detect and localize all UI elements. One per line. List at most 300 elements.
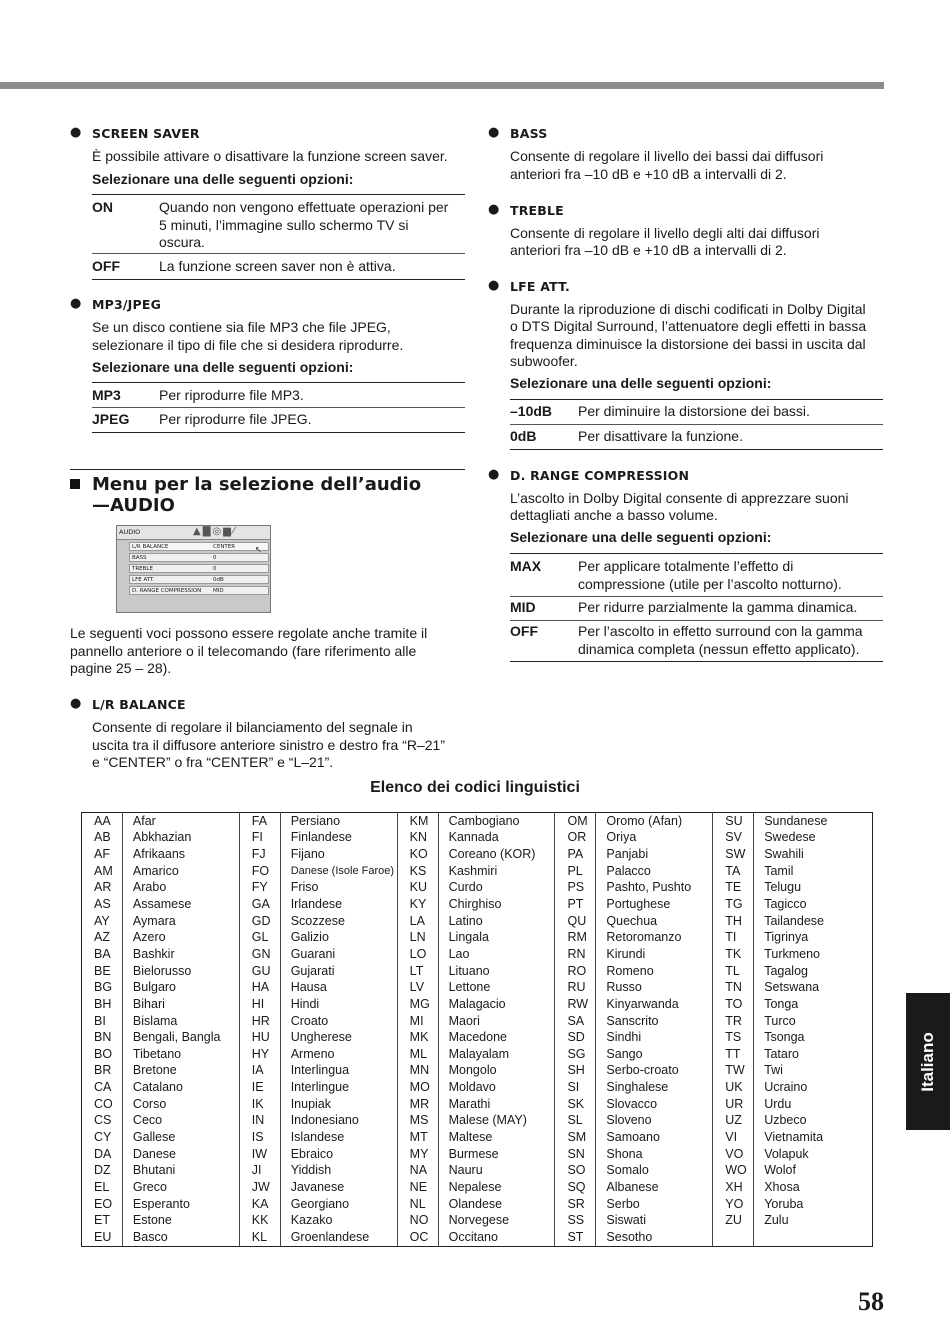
- bass-line-2: anteriori fra –10 dB e +10 dB a intervalli di 2.: [510, 166, 787, 182]
- menu-row: BASS 0: [129, 553, 269, 562]
- language-name: Bhutani: [122, 1162, 239, 1179]
- language-code: AY: [94, 913, 110, 928]
- language-code: BH: [94, 996, 112, 1011]
- language-code: RU: [555, 979, 596, 996]
- language-name: Bashkir: [122, 946, 239, 963]
- language-code: TN: [713, 979, 754, 996]
- language-name: Corso: [122, 1096, 239, 1113]
- menu-title-bar: AUDIO ▲▇◎▆⁄: [117, 526, 270, 540]
- language-code: UK: [713, 1079, 754, 1096]
- language-code: GN: [239, 946, 280, 963]
- language-name: Ungherese: [280, 1029, 397, 1046]
- language-code: OR: [555, 830, 596, 847]
- language-name: Kinyarwanda: [596, 996, 713, 1013]
- language-side-tab: Italiano: [906, 993, 950, 1130]
- language-name: Palacco: [596, 863, 713, 880]
- language-code: YO: [713, 1196, 754, 1213]
- intro-line-1: Le seguenti voci possono essere regolate anche tramite il: [70, 625, 428, 641]
- language-name: Bengali, Bangla: [122, 1029, 239, 1046]
- language-name: Tonga: [754, 996, 873, 1013]
- lfe-select: Selezionare una delle seguenti opzioni:: [510, 375, 772, 391]
- language-name: Tsonga: [754, 1029, 873, 1046]
- language-name: Sanscrito: [596, 1013, 713, 1030]
- language-name: Maltese: [438, 1129, 555, 1146]
- rule: [92, 407, 465, 408]
- language-code: TE: [713, 880, 754, 897]
- language-code: BR: [94, 1063, 112, 1078]
- language-name: Tamil: [754, 863, 873, 880]
- language-code: KA: [239, 1196, 280, 1213]
- language-name: Malagacio: [438, 996, 555, 1013]
- language-code: TH: [713, 913, 754, 930]
- language-code: PL: [555, 863, 596, 880]
- mp3jpeg-text-2: selezionare il tipo di file che si desidera riprodurre.: [92, 337, 404, 353]
- square-bullet-icon: [70, 479, 80, 489]
- language-name: Lao: [438, 946, 555, 963]
- language-name: Groenlandese: [280, 1229, 397, 1246]
- language-name: Yoruba: [754, 1196, 873, 1213]
- language-name: Portughese: [596, 896, 713, 913]
- language-code: UR: [713, 1096, 754, 1113]
- language-name: Chirghiso: [438, 896, 555, 913]
- rule: [92, 382, 465, 383]
- table-row: [82, 1229, 873, 1246]
- page-number: 58: [858, 1287, 884, 1316]
- language-code: EL: [94, 1179, 110, 1194]
- table-row: [82, 1113, 873, 1130]
- language-code: MI: [397, 1013, 438, 1030]
- language-name: Zulu: [754, 1212, 873, 1229]
- language-name: Volapuk: [754, 1146, 873, 1163]
- language-name: Greco: [122, 1179, 239, 1196]
- table-row: [82, 830, 873, 847]
- table-row: [82, 1196, 873, 1213]
- language-code: BO: [94, 1046, 113, 1061]
- language-name: Maori: [438, 1013, 555, 1030]
- language-name: Turco: [754, 1013, 873, 1030]
- language-name: Amarico: [122, 863, 239, 880]
- language-code: NO: [397, 1212, 438, 1229]
- language-name: Kirundi: [596, 946, 713, 963]
- language-name: Oriya: [596, 830, 713, 847]
- option-max: MAX Per applicare totalmente l’effetto di compressione (utile per l’ascolto notturno).: [510, 558, 842, 592]
- language-code: FI: [239, 830, 280, 847]
- language-name: Xhosa: [754, 1179, 873, 1196]
- language-name: Hausa: [280, 979, 397, 996]
- language-code: MN: [397, 1063, 438, 1080]
- language-name: Assamese: [122, 896, 239, 913]
- treble-heading: ● TREBLE: [488, 202, 564, 218]
- language-code: KU: [397, 880, 438, 897]
- language-name: Quechua: [596, 913, 713, 930]
- language-code: IA: [239, 1063, 280, 1080]
- language-code: TW: [713, 1063, 754, 1080]
- language-code: ST: [555, 1229, 596, 1246]
- drc-heading: ● D. RANGE COMPRESSION: [488, 467, 690, 483]
- screen-saver-text: È possibile attivare o disattivare la funzione screen saver.: [92, 148, 448, 164]
- language-name: Nauru: [438, 1162, 555, 1179]
- language-name: Bulgaro: [122, 979, 239, 996]
- language-name: Danese: [122, 1146, 239, 1163]
- language-code: TA: [713, 863, 754, 880]
- language-name: Bretone: [122, 1063, 239, 1080]
- language-code: WO: [713, 1162, 754, 1179]
- language-code: SH: [555, 1063, 596, 1080]
- bullet-icon: ●: [70, 696, 82, 711]
- language-code: KN: [397, 830, 438, 847]
- table-row: [82, 880, 873, 897]
- lr-balance-line-2: uscita tra il diffusore anteriore sinistro e destro fra “R–21”: [92, 737, 446, 753]
- language-code: LA: [397, 913, 438, 930]
- language-name: Afar: [122, 813, 239, 830]
- language-code: CA: [94, 1080, 112, 1095]
- lr-balance-line-1: Consente di regolare il bilanciamento del segnale in: [92, 719, 413, 735]
- language-code: OM: [555, 813, 596, 830]
- language-name: Arabo: [122, 880, 239, 897]
- language-code: MR: [397, 1096, 438, 1113]
- drc-line-2: dettagliati anche a basso volume.: [510, 507, 718, 523]
- language-name: Sango: [596, 1046, 713, 1063]
- language-name: Tagalog: [754, 963, 873, 980]
- option-minus10db: –10dB Per diminuire la distorsione dei bassi.: [510, 403, 810, 419]
- language-code: PT: [555, 896, 596, 913]
- language-code: FY: [239, 880, 280, 897]
- language-code: KL: [239, 1229, 280, 1246]
- language-name: Serbo: [596, 1196, 713, 1213]
- language-code: DA: [94, 1146, 112, 1161]
- language-name: Curdo: [438, 880, 555, 897]
- language-name: Ucraino: [754, 1079, 873, 1096]
- language-name: Kashmiri: [438, 863, 555, 880]
- language-code: MT: [397, 1129, 438, 1146]
- language-code: VI: [713, 1129, 754, 1146]
- audio-menu-screenshot: [116, 525, 271, 613]
- language-name: Croato: [280, 1013, 397, 1030]
- lfe-heading: ● LFE ATT.: [488, 278, 570, 294]
- language-code: BE: [94, 963, 111, 978]
- language-name: Malese (MAY): [438, 1113, 555, 1130]
- language-code: MY: [397, 1146, 438, 1163]
- menu-row: TREBLE 0: [129, 564, 269, 573]
- language-code: HR: [239, 1013, 280, 1030]
- language-name: Bislama: [122, 1013, 239, 1030]
- language-code: UZ: [713, 1113, 754, 1130]
- bullet-icon: ●: [488, 278, 500, 293]
- lfe-line-4: subwoofer.: [510, 353, 578, 369]
- language-code: LT: [397, 963, 438, 980]
- language-name: Lituano: [438, 963, 555, 980]
- menu-row: L/R BALANCE CENTER: [129, 542, 269, 551]
- menu-row: LFE ATT. 0dB: [129, 575, 269, 584]
- language-code: SD: [555, 1029, 596, 1046]
- language-code: AB: [94, 830, 111, 845]
- language-name: Mongolo: [438, 1063, 555, 1080]
- language-code: SV: [713, 830, 754, 847]
- language-code: BI: [94, 1013, 106, 1028]
- language-code: PS: [555, 880, 596, 897]
- language-name: Singhalese: [596, 1079, 713, 1096]
- language-name: Gujarati: [280, 963, 397, 980]
- language-name: Samoano: [596, 1129, 713, 1146]
- language-name: Urdu: [754, 1096, 873, 1113]
- language-name: Esperanto: [122, 1196, 239, 1213]
- language-code: JI: [239, 1162, 280, 1179]
- language-name: Kazako: [280, 1212, 397, 1229]
- language-name: Sundanese: [754, 813, 873, 830]
- language-name: Panjabi: [596, 846, 713, 863]
- rule: [92, 432, 465, 433]
- language-name: Albanese: [596, 1179, 713, 1196]
- language-name: Inupiak: [280, 1096, 397, 1113]
- language-name: Swahili: [754, 846, 873, 863]
- language-name: Tataro: [754, 1046, 873, 1063]
- language-name: Galizio: [280, 929, 397, 946]
- language-code: GL: [239, 929, 280, 946]
- language-name: Azero: [122, 929, 239, 946]
- language-code: HY: [239, 1046, 280, 1063]
- table-row: [82, 1146, 873, 1163]
- language-code: AF: [94, 847, 110, 862]
- language-name: Ceco: [122, 1113, 239, 1130]
- language-code: CO: [94, 1096, 113, 1111]
- language-name: Russo: [596, 979, 713, 996]
- language-name: Moldavo: [438, 1079, 555, 1096]
- language-name: Wolof: [754, 1162, 873, 1179]
- language-code: QU: [555, 913, 596, 930]
- rule: [510, 553, 883, 554]
- section-title-line1: Menu per la selezione dell’audio: [92, 474, 422, 495]
- option-mp3: MP3 Per riprodurre file MP3.: [92, 387, 304, 403]
- language-code: ML: [397, 1046, 438, 1063]
- screen-saver-select: Selezionare una delle seguenti opzioni:: [92, 171, 354, 187]
- language-name: Scozzese: [280, 913, 397, 930]
- language-name: Macedone: [438, 1029, 555, 1046]
- language-name: Retoromanzo: [596, 929, 713, 946]
- table-row: [82, 896, 873, 913]
- option-on: ON Quando non vengono effettuate operazioni per 5 minuti, l’immagine sullo schermo TV si oscura.: [92, 199, 449, 250]
- language-code: MO: [397, 1079, 438, 1096]
- language-name: Tigrinya: [754, 929, 873, 946]
- table-row: [82, 1096, 873, 1113]
- language-name: Lingala: [438, 929, 555, 946]
- language-code: GA: [239, 896, 280, 913]
- table-row: [82, 1162, 873, 1179]
- language-code: GD: [239, 913, 280, 930]
- language-name: Persiano: [280, 813, 397, 830]
- table-row: [82, 946, 873, 963]
- language-code: EO: [94, 1196, 113, 1211]
- language-codes-table: [81, 812, 873, 1247]
- lr-balance-heading: ● L/R BALANCE: [70, 696, 186, 712]
- language-code: BN: [94, 1030, 112, 1045]
- language-name: Latino: [438, 913, 555, 930]
- language-code: XH: [713, 1179, 754, 1196]
- language-name: Kannada: [438, 830, 555, 847]
- language-code: IE: [239, 1079, 280, 1096]
- bullet-icon: ●: [70, 296, 82, 311]
- language-code: AR: [94, 880, 112, 895]
- language-name: Afrikaans: [122, 846, 239, 863]
- bullet-icon: ●: [488, 467, 500, 482]
- language-name: Cambogiano: [438, 813, 555, 830]
- language-code: SN: [555, 1146, 596, 1163]
- menu-row: D. RANGE COMPRESSION MID: [129, 586, 269, 595]
- table-row: [82, 1079, 873, 1096]
- language-name: Romeno: [596, 963, 713, 980]
- rule: [92, 194, 465, 195]
- language-name: Setswana: [754, 979, 873, 996]
- table-row: [82, 1063, 873, 1080]
- language-code: SO: [555, 1162, 596, 1179]
- language-code: VO: [713, 1146, 754, 1163]
- language-name: Vietnamita: [754, 1129, 873, 1146]
- language-name: Oromo (Afan): [596, 813, 713, 830]
- language-name: Catalano: [122, 1079, 239, 1096]
- language-code: MG: [397, 996, 438, 1013]
- language-code: LO: [397, 946, 438, 963]
- language-code: FO: [239, 863, 280, 880]
- language-code: TR: [713, 1013, 754, 1030]
- language-code: AM: [94, 863, 113, 878]
- language-code: TL: [713, 963, 754, 980]
- language-name: Bielorusso: [122, 963, 239, 980]
- language-code: PA: [555, 846, 596, 863]
- menu-tab-icons: ▲▇◎▆⁄: [193, 526, 237, 537]
- language-name: Tagicco: [754, 896, 873, 913]
- language-code: HU: [239, 1029, 280, 1046]
- language-code: IW: [239, 1146, 280, 1163]
- language-code: NE: [397, 1179, 438, 1196]
- language-code: SG: [555, 1046, 596, 1063]
- language-name: Hindi: [280, 996, 397, 1013]
- rule: [510, 620, 883, 621]
- language-name: Norvegese: [438, 1212, 555, 1229]
- table-row: [82, 846, 873, 863]
- language-code: DZ: [94, 1163, 111, 1178]
- language-code: SU: [713, 813, 754, 830]
- lr-balance-line-3: e “CENTER” o fra “CENTER” e “L–21”.: [92, 754, 334, 770]
- bullet-icon: ●: [488, 202, 500, 217]
- language-name: Sloveno: [596, 1113, 713, 1130]
- language-name: Indonesiano: [280, 1113, 397, 1130]
- language-name: Interlingue: [280, 1079, 397, 1096]
- language-code: LV: [397, 979, 438, 996]
- language-code: SK: [555, 1096, 596, 1113]
- drc-select: Selezionare una delle seguenti opzioni:: [510, 529, 772, 545]
- option-mid: MID Per ridurre parzialmente la gamma dinamica.: [510, 599, 858, 615]
- language-name: Swedese: [754, 830, 873, 847]
- language-name: Irlandese: [280, 896, 397, 913]
- language-name: Burmese: [438, 1146, 555, 1163]
- language-code: RM: [555, 929, 596, 946]
- language-code: FJ: [239, 846, 280, 863]
- language-name: Sesotho: [596, 1229, 713, 1246]
- rule: [510, 449, 883, 450]
- language-code: IN: [239, 1113, 280, 1130]
- language-name: Bihari: [122, 996, 239, 1013]
- table-row: [82, 1013, 873, 1030]
- table-row: [82, 1029, 873, 1046]
- language-name: Nepalese: [438, 1179, 555, 1196]
- language-code: SM: [555, 1129, 596, 1146]
- language-code: RN: [555, 946, 596, 963]
- language-code: TI: [713, 929, 754, 946]
- language-name: Malayalam: [438, 1046, 555, 1063]
- section-rule: [70, 469, 465, 470]
- intro-line-3: pagine 25 – 28).: [70, 660, 172, 676]
- treble-line-2: anteriori fra –10 dB e +10 dB a intervalli di 2.: [510, 242, 787, 258]
- rule: [510, 661, 883, 662]
- cursor-icon: ↖: [255, 545, 262, 554]
- language-name: Aymara: [122, 913, 239, 930]
- language-name: Ebraico: [280, 1146, 397, 1163]
- lfe-line-2: o DTS Digital Surround, l’attenuatore degli effetti in bassa: [510, 318, 867, 334]
- language-code: IK: [239, 1096, 280, 1113]
- bullet-icon: ●: [70, 125, 82, 140]
- language-name: Turkmeno: [754, 946, 873, 963]
- language-code: [713, 1229, 754, 1246]
- lfe-line-1: Durante la riproduzione di dischi codificati in Dolby Digital: [510, 301, 866, 317]
- language-code: AZ: [94, 930, 110, 945]
- rule: [510, 596, 883, 597]
- codes-title: Elenco dei codici linguistici: [370, 779, 580, 796]
- language-code: SI: [555, 1079, 596, 1096]
- language-name: Marathi: [438, 1096, 555, 1113]
- language-name: Somalo: [596, 1162, 713, 1179]
- language-name: Gallese: [122, 1129, 239, 1146]
- bass-line-1: Consente di regolare il livello dei bassi dai diffusori: [510, 148, 824, 164]
- language-name: Interlingua: [280, 1063, 397, 1080]
- language-code: GU: [239, 963, 280, 980]
- language-code: OC: [397, 1229, 438, 1246]
- language-name: Javanese: [280, 1179, 397, 1196]
- language-name: Tibetano: [122, 1046, 239, 1063]
- option-off-drc: OFF Per l’ascolto in effetto surround con la gamma dinamica completa (nessun effetto applicato).: [510, 623, 863, 657]
- rule: [510, 399, 883, 400]
- language-code: EU: [94, 1229, 112, 1244]
- language-name: Coreano (KOR): [438, 846, 555, 863]
- language-name: Twi: [754, 1063, 873, 1080]
- language-code: ZU: [713, 1212, 754, 1229]
- language-code: BG: [94, 980, 113, 995]
- language-code: FA: [239, 813, 280, 830]
- intro-line-2: pannello anteriore o il telecomando (fare riferimento alle: [70, 643, 417, 659]
- language-name: Abkhazian: [122, 830, 239, 847]
- language-code: CY: [94, 1129, 112, 1144]
- rule: [92, 279, 465, 280]
- language-code: CS: [94, 1113, 112, 1128]
- language-code: KS: [397, 863, 438, 880]
- mp3jpeg-heading: ● MP3/JPEG: [70, 296, 162, 312]
- language-name: Serbo-croato: [596, 1063, 713, 1080]
- screen-saver-heading: ● SCREEN SAVER: [70, 125, 200, 141]
- language-code: TT: [713, 1046, 754, 1063]
- table-row: [82, 913, 873, 930]
- language-code: MK: [397, 1029, 438, 1046]
- language-name: Occitano: [438, 1229, 555, 1246]
- language-code: NL: [397, 1196, 438, 1213]
- language-code: BA: [94, 946, 111, 961]
- table-row: [82, 863, 873, 880]
- language-name: Yiddish: [280, 1162, 397, 1179]
- language-name: Islandese: [280, 1129, 397, 1146]
- table-row: [82, 996, 873, 1013]
- language-name: Finlandese: [280, 830, 397, 847]
- language-name: Estone: [122, 1212, 239, 1229]
- lfe-line-3: frequenza diminuisce la distorsione dei bassi in uscita dal: [510, 336, 866, 352]
- table-row: [82, 979, 873, 996]
- language-code: TO: [713, 996, 754, 1013]
